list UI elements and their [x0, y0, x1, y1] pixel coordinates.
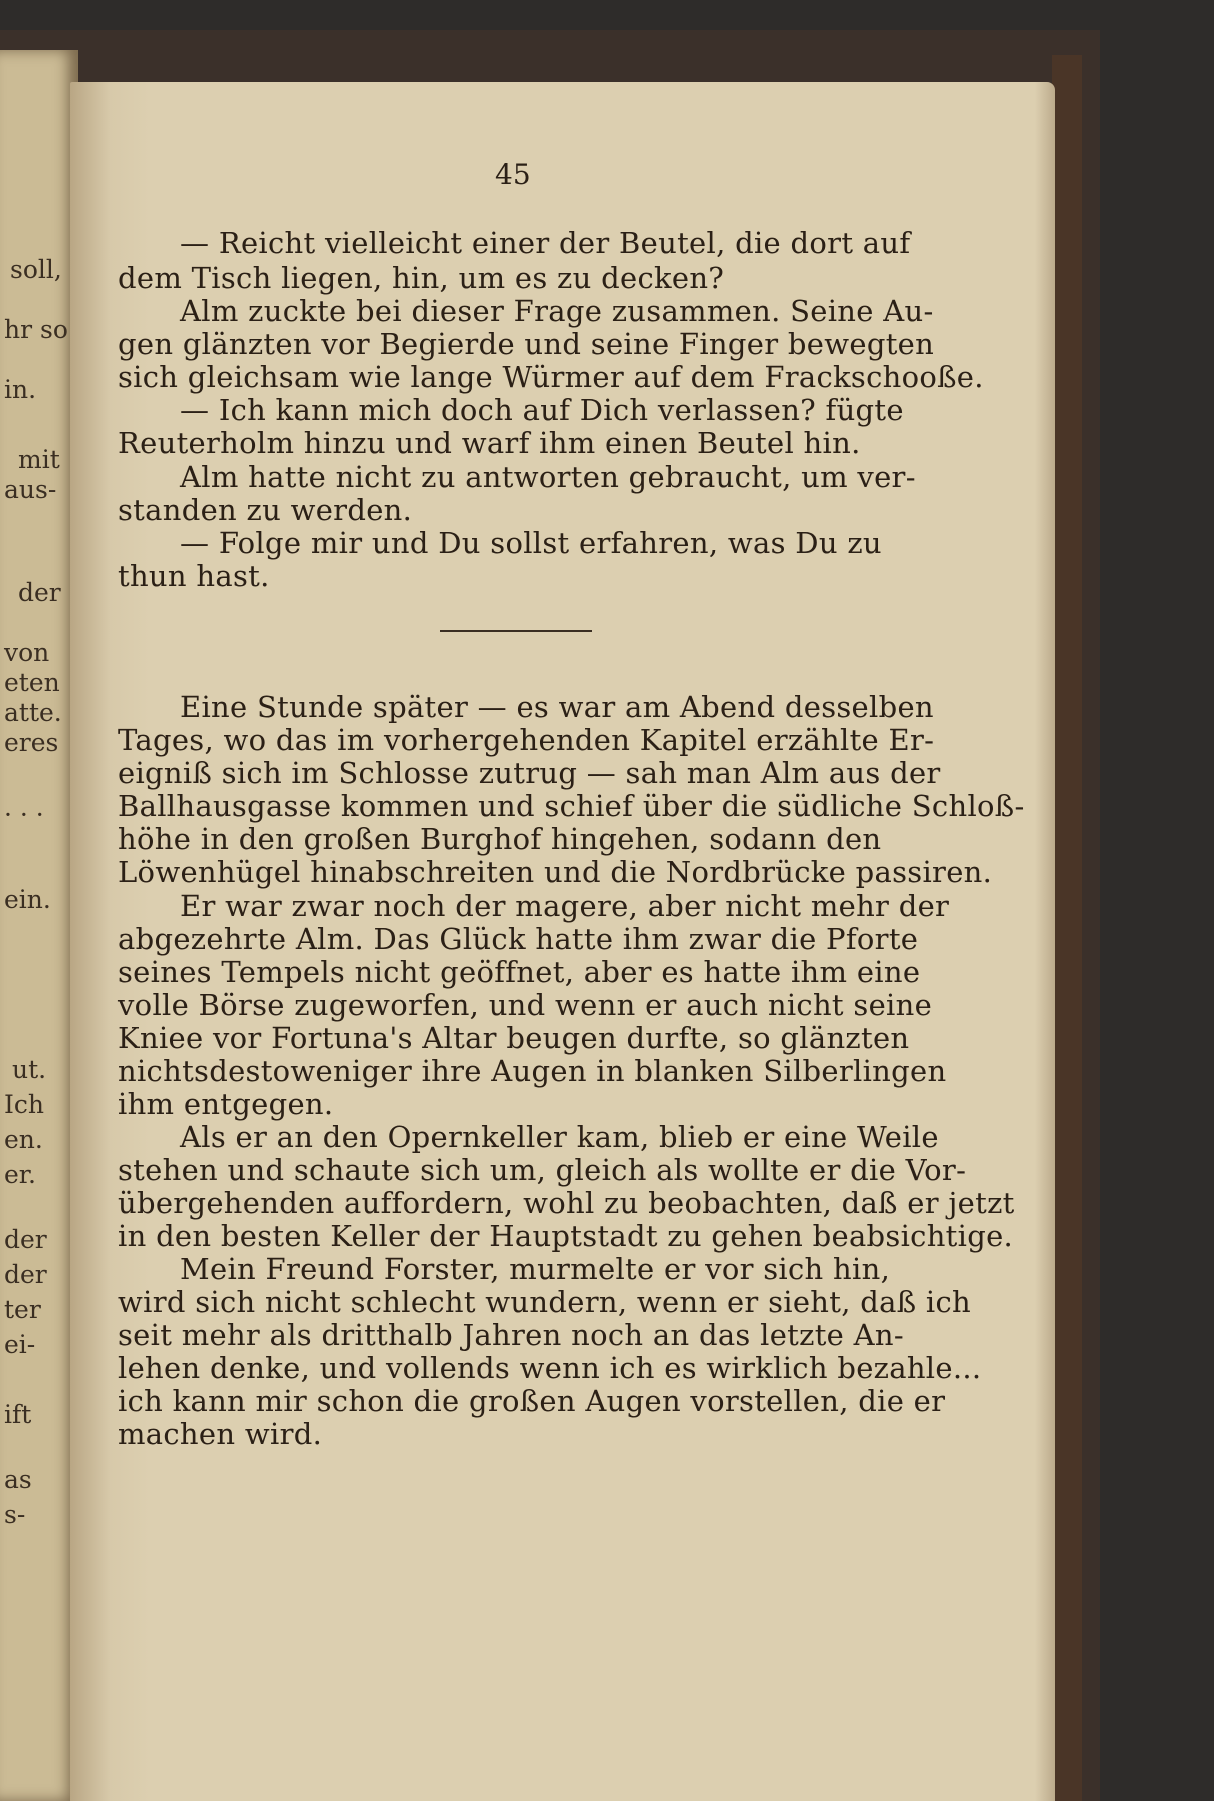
text-line: in den besten Keller der Hauptstadt zu gehen beabsichtige.	[118, 1219, 1014, 1253]
left-fragment: s-	[4, 1500, 26, 1529]
text-line: — Ich kann mich doch auf Dich verlassen? fügte	[180, 393, 904, 427]
text-line: dem Tisch liegen, hin, um es zu decken?	[118, 261, 725, 295]
text-line: lehen denke, und vollends wenn ich es wirklich bezahle...	[118, 1351, 982, 1385]
text-line: ihm entgegen.	[118, 1087, 334, 1121]
text-line: sich gleichsam wie lange Würmer auf dem Frackschooße.	[118, 360, 984, 394]
left-fragment: der	[4, 1225, 47, 1254]
page-number: 45	[495, 158, 531, 191]
text-line: Löwenhügel hinabschreiten und die Nordbrücke passiren.	[118, 855, 993, 889]
left-fragment: ein.	[4, 885, 51, 914]
text-line: — Folge mir und Du sollst erfahren, was Du zu	[180, 526, 882, 560]
left-fragment: er.	[4, 1160, 36, 1189]
left-fragment: as	[4, 1465, 32, 1494]
left-fragment: mit	[18, 445, 60, 474]
left-fragment: hr so	[4, 315, 68, 344]
text-line: seines Tempels nicht geöffnet, aber es hatte ihm eine	[118, 955, 921, 989]
text-line: thun hast.	[118, 559, 270, 593]
left-fragment: ut.	[12, 1055, 47, 1084]
left-fragment: soll,	[10, 255, 62, 284]
left-fragment: en.	[4, 1125, 43, 1154]
text-line: Ballhausgasse kommen und schief über die südliche Schloß-	[118, 789, 1025, 823]
text-line: Tages, wo das im vorhergehenden Kapitel erzählte Er-	[118, 723, 935, 757]
left-fragment: atte.	[4, 698, 62, 727]
left-fragment: ift	[4, 1400, 32, 1429]
left-fragment: aus-	[4, 475, 57, 504]
left-page-edge	[0, 50, 78, 1801]
left-fragment: von	[4, 638, 50, 667]
left-fragment: · · ·	[4, 800, 44, 829]
left-fragment: in.	[4, 375, 37, 404]
left-fragment: der	[18, 578, 61, 607]
text-line: Als er an den Opernkeller kam, blieb er eine Weile	[180, 1120, 939, 1154]
text-line: Kniee vor Fortuna's Altar beugen durfte, so glänzten	[118, 1021, 910, 1055]
text-line: abgezehrte Alm. Das Glück hatte ihm zwar die Pforte	[118, 922, 919, 956]
text-line: nichtsdestoweniger ihre Augen in blanken Silberlingen	[118, 1054, 947, 1088]
text-line: übergehenden auffordern, wohl zu beobachten, daß er jetzt	[118, 1186, 1015, 1220]
left-fragment: eten	[4, 668, 60, 697]
text-line: Er war zwar noch der magere, aber nicht mehr der	[180, 889, 950, 923]
text-line: — Reicht vielleicht einer der Beutel, die dort auf	[180, 226, 911, 260]
text-line: Mein Freund Forster, murmelte er vor sich hin,	[180, 1252, 891, 1286]
book-cover-edge	[1052, 55, 1082, 1801]
left-fragment: ei-	[4, 1330, 36, 1359]
text-line: wird sich nicht schlecht wundern, wenn er sieht, daß ich	[118, 1285, 972, 1319]
text-line: standen zu werden.	[118, 493, 413, 527]
text-line: ich kann mir schon die großen Augen vorstellen, die er	[118, 1384, 946, 1418]
left-fragment: der	[4, 1260, 47, 1289]
left-fragment: eres	[4, 728, 59, 757]
text-line: Eine Stunde später — es war am Abend desselben	[180, 690, 934, 724]
text-line: seit mehr als dritthalb Jahren noch an das letzte An-	[118, 1318, 904, 1352]
text-line: höhe in den großen Burghof hingehen, sodann den	[118, 822, 882, 856]
text-line: Reuterholm hinzu und warf ihm einen Beutel hin.	[118, 426, 861, 460]
left-fragment: ter	[4, 1295, 41, 1324]
text-line: stehen und schaute sich um, gleich als wollte er die Vor-	[118, 1153, 967, 1187]
text-line: machen wird.	[118, 1417, 323, 1451]
text-line: Alm zuckte bei dieser Frage zusammen. Seine Au-	[180, 294, 934, 328]
text-line: gen glänzten vor Begierde und seine Finger bewegten	[118, 327, 935, 361]
section-divider	[440, 630, 592, 632]
text-line: volle Börse zugeworfen, und wenn er auch nicht seine	[118, 988, 933, 1022]
text-line: eigniß sich im Schlosse zutrug — sah man Alm aus der	[118, 756, 941, 790]
left-fragment: Ich	[4, 1090, 44, 1119]
text-line: Alm hatte nicht zu antworten gebraucht, um ver-	[180, 460, 916, 494]
